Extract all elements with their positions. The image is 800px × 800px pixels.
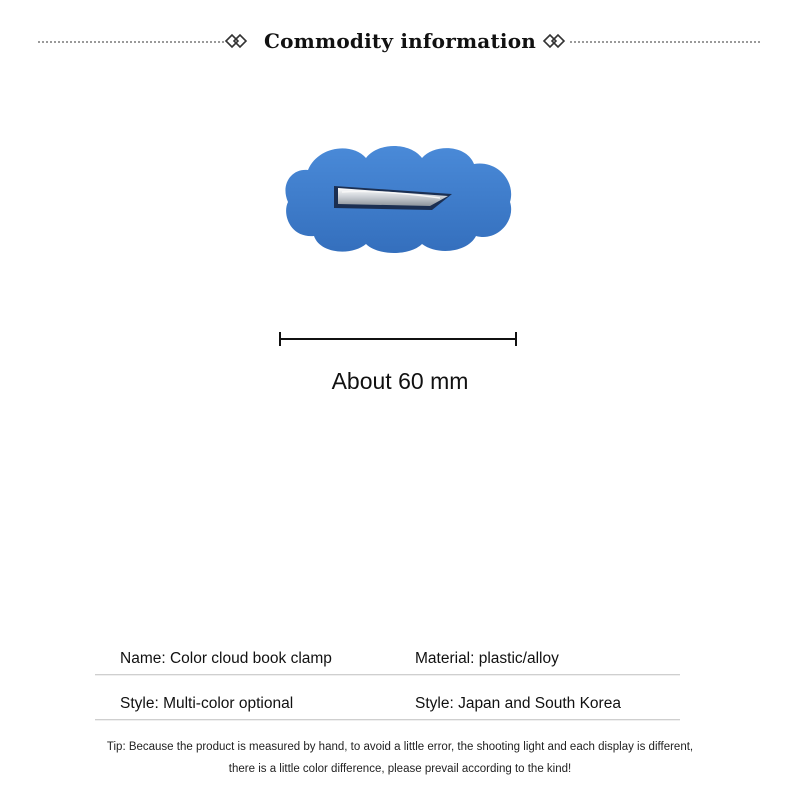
tip-line-2: there is a little color difference, please prevail according to the kind! xyxy=(228,763,572,775)
spec-row xyxy=(95,630,680,675)
spec-row xyxy=(95,675,680,720)
page-title: Commodity information xyxy=(264,29,536,53)
cloud-hair-clip-image xyxy=(270,128,530,278)
measurement-indicator xyxy=(276,330,520,348)
spec-style-color: Style: Multi-color optional xyxy=(120,695,294,712)
section-header xyxy=(0,22,800,62)
spec-name: Name: Color cloud book clamp xyxy=(120,650,332,667)
spec-material: Material: plastic/alloy xyxy=(415,650,559,667)
commodity-spec-table xyxy=(95,630,680,720)
spec-style-origin: Style: Japan and South Korea xyxy=(415,695,621,712)
measurement-tip xyxy=(0,736,800,780)
tip-line-1: Tip: Because the product is measured by hand, to avoid a little error, the shooting light and each display is different, xyxy=(106,741,694,753)
header-divider-right xyxy=(570,41,760,43)
measurement-label: About 60 mm xyxy=(331,368,469,394)
diamond-link-icon xyxy=(542,31,566,51)
